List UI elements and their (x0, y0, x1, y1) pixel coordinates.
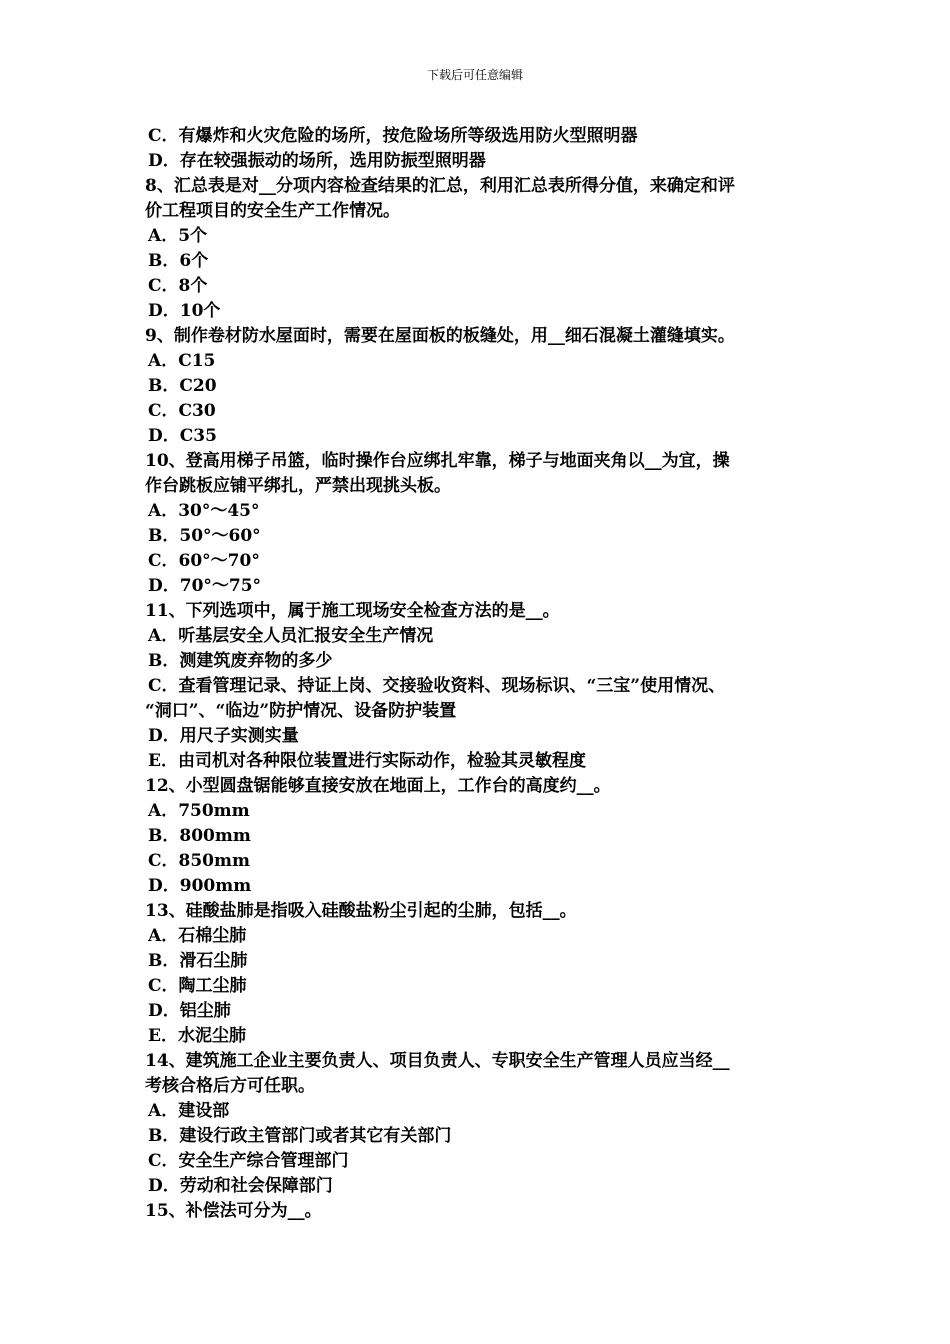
answer-option-line: B．50°～60° (148, 526, 261, 546)
question-text-line: 14、建筑施工企业主要负责人、项目负责人、专职安全生产管理人员应当经__ (145, 1051, 730, 1071)
answer-option-line: C．60°～70° (148, 551, 260, 571)
answer-option-line: C．查看管理记录、持证上岗、交接验收资料、现场标识、“三宝”使用情况、 (148, 676, 726, 696)
question-text-line: 15、补偿法可分为__。 (145, 1201, 322, 1221)
answer-option-line: C．C30 (148, 401, 216, 421)
question-text-line: “洞口”、“临边”防护情况、设备防护装置 (145, 701, 457, 721)
question-text-line: 13、硅酸盐肺是指吸入硅酸盐粉尘引起的尘肺，包括__。 (145, 901, 577, 921)
question-text-line: 作台跳板应铺平绑扎，严禁出现挑头板。 (145, 476, 451, 496)
answer-option-line: E．水泥尘肺 (148, 1026, 246, 1046)
answer-option-line: C．安全生产综合管理部门 (148, 1151, 349, 1171)
answer-option-line: C．8个 (148, 276, 208, 296)
question-text-line: 12、小型圆盘锯能够直接安放在地面上，工作台的高度约__。 (145, 776, 611, 796)
question-text-line: 11、下列选项中，属于施工现场安全检查方法的是__。 (145, 601, 560, 621)
answer-option-line: D．用尺子实测实量 (148, 726, 299, 746)
question-text-line: 考核合格后方可任职。 (145, 1076, 315, 1096)
question-text-line: 10、登高用梯子吊篮，临时操作台应绑扎牢靠，梯子与地面夹角以__为宜，操 (145, 451, 730, 471)
answer-option-line: C．陶工尘肺 (148, 976, 247, 996)
answer-option-line: D．70°～75° (148, 576, 262, 596)
question-text-line: 价工程项目的安全生产工作情况。 (145, 201, 400, 221)
page-header: 下载后可任意编辑 (426, 68, 523, 82)
answer-option-line: A．建设部 (148, 1101, 230, 1121)
question-text-line: 9、制作卷材防水屋面时，需要在屋面板的板缝处，用__细石混凝土灌缝填实。 (145, 326, 735, 346)
answer-option-line: A．听基层安全人员汇报安全生产情况 (148, 626, 434, 646)
answer-option-line: B．6个 (148, 251, 209, 271)
answer-option-line: A．750mm (148, 801, 250, 821)
question-text-line: 8、汇总表是对__分项内容检查结果的汇总，利用汇总表所得分值，来确定和评 (145, 176, 735, 196)
answer-option-line: D．存在较强振动的场所，选用防振型照明器 (148, 151, 486, 171)
answer-option-line: C．850mm (148, 851, 250, 871)
answer-option-line: A．30°～45° (148, 501, 260, 521)
answer-option-line: D．劳动和社会保障部门 (148, 1176, 333, 1196)
answer-option-line: D．C35 (148, 426, 217, 446)
answer-option-line: B．C20 (148, 376, 217, 396)
answer-option-line: A．C15 (148, 351, 216, 371)
document-body (145, 124, 825, 1224)
answer-option-line: A．5个 (148, 226, 208, 246)
answer-option-line: B．测建筑废弃物的多少 (148, 651, 333, 671)
answer-option-line: E．由司机对各种限位装置进行实际动作，检验其灵敏程度 (148, 751, 586, 771)
answer-option-line: D．10个 (148, 301, 221, 321)
answer-option-line: B．滑石尘肺 (148, 951, 248, 971)
answer-option-line: A．石棉尘肺 (148, 926, 247, 946)
answer-option-line: B．建设行政主管部门或者其它有关部门 (148, 1126, 452, 1146)
answer-option-line: D．900mm (148, 876, 252, 896)
answer-option-line: B．800mm (148, 826, 251, 846)
answer-option-line: D．铝尘肺 (148, 1001, 231, 1021)
answer-option-line: C．有爆炸和火灾危险的场所，按危险场所等级选用防火型照明器 (148, 126, 638, 146)
